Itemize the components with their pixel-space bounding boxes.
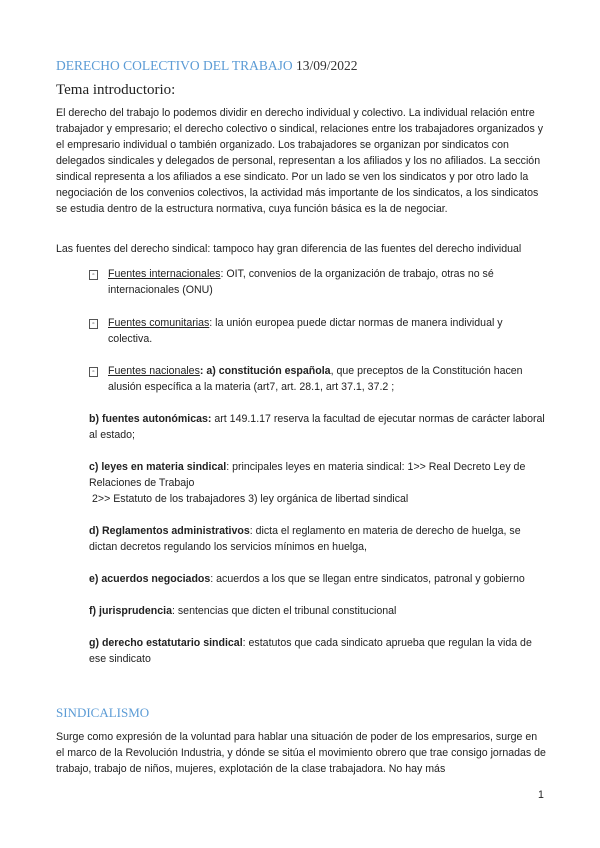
page-number: 1 <box>538 789 544 801</box>
item-b-label: b) fuentes autonómicas: <box>89 413 212 425</box>
item-b-text: art 149.1.17 reserva la facultad de ejecutar normas de carácter laboral al estado; <box>89 413 545 441</box>
bullet-bold: : a) constitución española <box>199 365 331 377</box>
bullet-label: Fuentes comunitarias <box>108 317 210 329</box>
item-f-label: f) jurisprudencia <box>89 605 172 617</box>
checkbox-icon: ▫ <box>89 367 98 377</box>
item-g-text: : estatutos que cada sindicato aprueba que regulan la vida de ese sindicato <box>89 637 532 665</box>
course-title: DERECHO COLECTIVO DEL TRABAJO <box>56 58 293 73</box>
checkbox-icon: ▫ <box>89 270 98 280</box>
item-g-label: g) derecho estatutario sindical <box>89 637 243 649</box>
item-f-text: : sentencias que dicten el tribunal constitucional <box>172 605 397 617</box>
item-c-label: c) leyes en materia sindical <box>89 461 227 473</box>
item-d-text: : dicta el reglamento en materia de derecho de huelga, se dictan decretos regulando los servicios mínimos en huelga, <box>89 525 521 553</box>
section-heading-sindicalismo: SINDICALISMO <box>56 705 150 720</box>
item-b <box>89 411 549 443</box>
document-title <box>56 58 358 74</box>
bullet-nacionales <box>108 363 538 395</box>
item-c-line2: 2>> Estatuto de los trabajadores 3) ley orgánica de libertad sindical <box>92 493 409 505</box>
sindicalismo-paragraph: Surge como expresión de la voluntad para hablar una situación de poder de los empresarios, surge en el marco de la Revolución Industria, y dónde se sitúa el movimiento obrero que trae consigo jornadas de trabajo, trabajo de niños, mujeres, explotación de la clase trabajadora. No hay más <box>56 731 546 775</box>
bullet-comunitarias <box>108 315 538 347</box>
item-c <box>89 459 549 491</box>
item-c-text: : principales leyes en materia sindical: 1>> Real Decreto Ley de Relaciones de Trabajo <box>89 461 526 489</box>
section-heading-intro: Tema introductorio: <box>56 82 176 98</box>
bullet-label: Fuentes nacionales <box>108 365 200 377</box>
bullet-text: : la unión europea puede dictar normas de manera individual y colectiva. <box>108 317 503 345</box>
bullet-label: Fuentes internacionales <box>108 268 221 280</box>
bullet-internacionales <box>108 266 538 298</box>
item-e-text: : acuerdos a los que se llegan entre sindicatos, patronal y gobierno <box>210 573 525 585</box>
bullet-text: : OIT, convenios de la organización de trabajo, otras no sé internacionales (ONU) <box>108 268 494 296</box>
item-g <box>89 635 549 667</box>
item-f <box>89 603 549 619</box>
checkbox-icon: ▫ <box>89 319 98 329</box>
item-e-label: e) acuerdos negociados <box>89 573 211 585</box>
lecture-date: 13/09/2022 <box>296 58 358 73</box>
item-d-label: d) Reglamentos administrativos <box>89 525 250 537</box>
sources-line: Las fuentes del derecho sindical: tampoco hay gran diferencia de las fuentes del derecho individual <box>56 243 522 255</box>
item-e <box>89 571 549 587</box>
bullet-text: , que preceptos de la Constitución hacen alusión específica a la materia (art7, art. 28.1, art 37.1, 37.2 ; <box>108 365 523 393</box>
intro-paragraph: El derecho del trabajo lo podemos dividir en derecho individual y colectivo. La individual relación entre trabajador y empresario; el derecho colectivo o sindical, relaciones entre los trabajadores organizados y el empresario individual o también organizado. Los trabajadores se organizan por sindicatos con delegados sindicales y delegados de personal, representan a los afiliados y los no afiliados. La sección sindical representa a los afiliados a ese sindicato. Por un lado se ven los sindicatos y por otro lado la negociación de los convenios colectivos, la actividad más importante de los sindicatos, a los sindicatos se estudia dentro de la estructura normativa, cuya función básica es la de negociar. <box>56 107 543 215</box>
item-d <box>89 523 549 555</box>
